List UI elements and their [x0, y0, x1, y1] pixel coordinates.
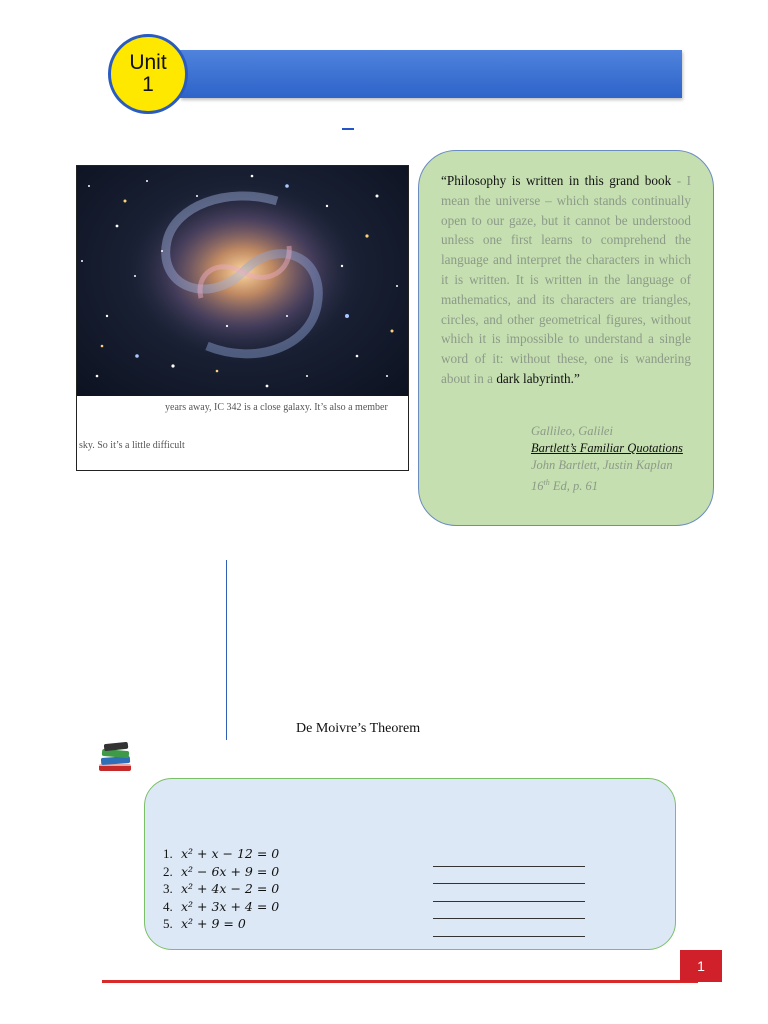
stack-of-books-icon — [96, 740, 134, 774]
unit-badge — [108, 34, 188, 114]
quote-attribution — [531, 423, 703, 495]
answer-blank[interactable] — [433, 919, 585, 937]
exercise-equation: x² − 6x + 9 = 0 — [181, 863, 280, 879]
quote-edition — [531, 474, 703, 495]
galaxy-caption-line-2: sky. So it’s a little difficult — [79, 440, 185, 451]
quote-text — [441, 171, 691, 389]
exercise-number: 3. — [163, 881, 173, 896]
exercise-number: 4. — [163, 898, 173, 914]
section-title: De Moivre’s Theorem — [296, 721, 421, 736]
answer-blank[interactable] — [433, 884, 585, 902]
quote-editors: John Bartlett, Justin Kaplan — [531, 458, 673, 472]
exercise-equation: x² + 9 = 0 — [181, 916, 246, 931]
link-dash — [342, 128, 354, 130]
exercise-item — [163, 898, 279, 916]
unit-number: 1 — [142, 73, 154, 96]
exercise-item — [163, 863, 279, 881]
edition-ordinal-suffix: th — [543, 478, 550, 487]
exercise-box — [144, 778, 676, 950]
exercise-equation: x² + 3x + 4 = 0 — [181, 898, 280, 914]
edition-page: Ed, p. 61 — [549, 479, 598, 494]
footer-rule — [102, 980, 698, 983]
answer-blank[interactable] — [433, 867, 585, 885]
exercise-number: 2. — [163, 863, 173, 879]
quote-closing: dark labyrinth.” — [496, 370, 580, 386]
exercise-list — [163, 845, 279, 933]
galaxy-figure — [76, 165, 409, 471]
exercise-number: 5. — [163, 916, 173, 931]
answer-blanks — [433, 849, 585, 937]
quote-author: Gallileo, Galilei — [531, 424, 613, 438]
exercise-item — [163, 845, 279, 863]
vertical-divider — [226, 560, 227, 740]
exercise-number: 1. — [163, 846, 173, 861]
page-number: 1 — [680, 950, 722, 982]
exercise-equation: x² + 4x − 2 = 0 — [181, 881, 280, 896]
edition-number: 16 — [531, 479, 544, 494]
quote-box — [418, 150, 714, 526]
quote-opening: “Philosophy is written in this grand book — [441, 173, 672, 188]
quote-body: - I mean the universe – which stands continually open to our gaze, but it cannot be understood unless one first learns to comprehend the language and interpret the characters in which it is written. It is written in the language of mathematics, and its characters are triangles, circles, and other geometrical figures, without which it is impossible to understand a single word of it: without these, one is wandering about in a — [441, 173, 691, 386]
unit-label: Unit — [129, 51, 167, 74]
unit-title-bar — [180, 50, 682, 98]
galaxy-image — [77, 166, 408, 396]
quote-source: Bartlett’s Familiar Quotations — [531, 441, 683, 455]
exercise-item — [163, 915, 279, 933]
exercise-item — [163, 880, 279, 898]
answer-blank[interactable] — [433, 902, 585, 920]
answer-blank[interactable] — [433, 849, 585, 867]
exercise-equation: x² + x − 12 = 0 — [181, 846, 280, 861]
galaxy-caption-line-1: years away, IC 342 is a close galaxy. It’s also a member — [165, 402, 388, 413]
